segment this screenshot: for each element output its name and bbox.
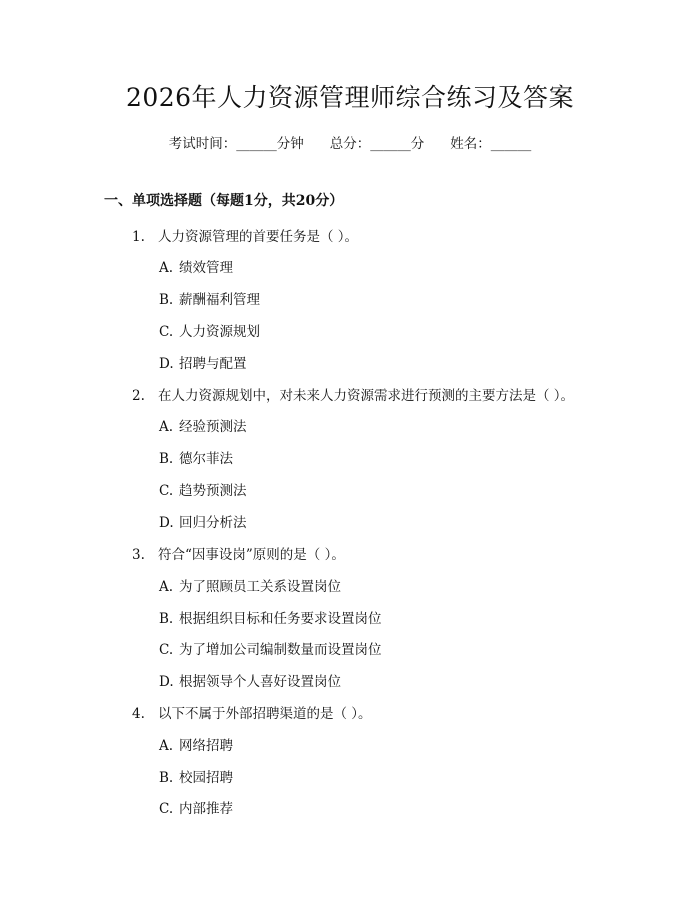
total-score-field: 总分：______分 <box>329 136 425 152</box>
question-4-option-b <box>159 766 233 786</box>
option-letter: A. <box>159 419 174 435</box>
option-text: 校园招聘 <box>179 770 233 786</box>
question-3-option-d <box>159 670 341 690</box>
question-2-option-b <box>159 447 233 467</box>
question-3-option-a <box>159 575 341 595</box>
option-text: 趋势预测法 <box>179 483 247 499</box>
question-number: 2. <box>132 388 145 404</box>
option-text: 为了增加公司编制数量而设置岗位 <box>179 642 382 658</box>
question-text: 人力资源管理的首要任务是（ ）。 <box>158 229 359 245</box>
question-1 <box>132 225 358 245</box>
option-letter: C. <box>159 483 174 499</box>
question-1-option-b <box>159 288 260 308</box>
option-letter: D. <box>159 674 174 690</box>
option-text: 回归分析法 <box>179 515 247 531</box>
document-title: 2026年人力资源管理师综合练习及答案 <box>125 83 575 112</box>
question-2-option-a <box>159 415 247 435</box>
question-number: 1. <box>132 229 145 245</box>
option-text: 招聘与配置 <box>179 356 247 372</box>
option-text: 为了照顾员工关系设置岗位 <box>179 579 341 595</box>
question-3 <box>132 543 345 563</box>
question-4-option-a <box>159 734 233 754</box>
question-4 <box>132 702 372 722</box>
exam-time-field: 考试时间：______分钟 <box>168 136 304 152</box>
option-letter: B. <box>159 770 174 786</box>
option-letter: B. <box>159 451 174 467</box>
option-letter: C. <box>159 642 174 658</box>
option-letter: A. <box>159 738 174 754</box>
option-text: 根据组织目标和任务要求设置岗位 <box>179 611 382 627</box>
question-3-option-b <box>159 607 382 627</box>
name-field: 姓名：______ <box>450 136 532 152</box>
question-number: 3. <box>132 547 145 563</box>
option-letter: C. <box>159 801 174 817</box>
question-1-option-d <box>159 352 247 372</box>
option-text: 薪酬福利管理 <box>179 292 260 308</box>
question-number: 4. <box>132 706 145 722</box>
question-text: 在人力资源规划中，对未来人力资源需求进行预测的主要方法是（ ）。 <box>158 388 575 404</box>
option-letter: A. <box>159 260 174 276</box>
option-text: 德尔菲法 <box>179 451 233 467</box>
option-letter: D. <box>159 515 174 531</box>
option-letter: A. <box>159 579 174 595</box>
question-1-option-c <box>159 320 260 340</box>
question-text: 符合“因事设岗”原则的是（ ）。 <box>158 547 345 563</box>
option-text: 经验预测法 <box>179 419 247 435</box>
question-3-option-c <box>159 638 382 658</box>
question-text: 以下不属于外部招聘渠道的是（ ）。 <box>158 706 372 722</box>
option-letter: C. <box>159 324 174 340</box>
option-letter: B. <box>159 611 174 627</box>
section-title: 一、单项选择题（每题1分，共20分） <box>104 193 344 209</box>
option-text: 网络招聘 <box>179 738 233 754</box>
option-text: 绩效管理 <box>179 260 233 276</box>
option-text: 根据领导个人喜好设置岗位 <box>179 674 341 690</box>
option-letter: B. <box>159 292 174 308</box>
question-2-option-d <box>159 511 247 531</box>
question-4-option-c <box>159 797 233 817</box>
question-2-option-c <box>159 479 247 499</box>
option-letter: D. <box>159 356 174 372</box>
option-text: 人力资源规划 <box>179 324 260 340</box>
question-1-option-a <box>159 256 233 276</box>
option-text: 内部推荐 <box>179 801 233 817</box>
exam-meta-line <box>0 132 700 152</box>
question-2 <box>132 384 574 404</box>
